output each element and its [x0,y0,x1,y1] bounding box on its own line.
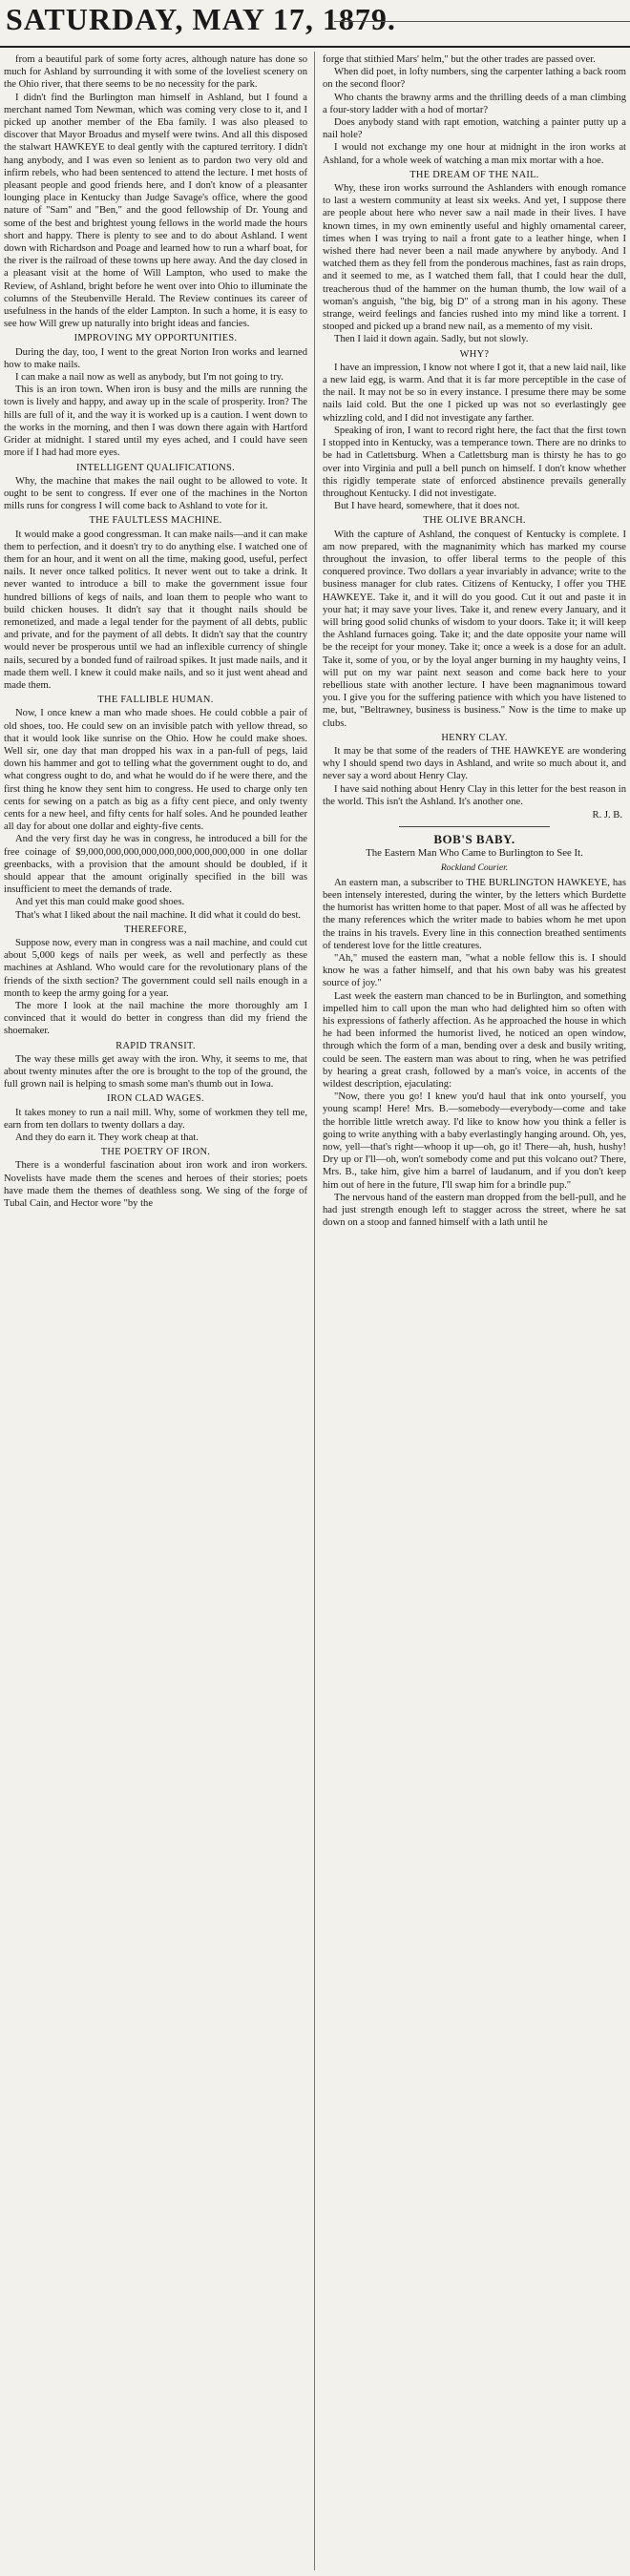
section-heading: THEREFORE, [124,924,187,935]
section-heading: INTELLIGENT QUALIFICATIONS. [75,462,236,473]
paragraph: from a beautiful park of some forty acres, although nature has done so much for Ashland by surrounding it with some of the loveliest scenery on the Ohio river, that there seems to be no necessity for the park. [4,54,307,91]
left-column [4,53,307,2568]
article-credit: Rockland Courier. [440,862,509,873]
paragraph: "Now, there you go! I knew you'd haul that ink onto yourself, you young scamp! Here! Mrs. B.—somebody—everybody—come and take the horrible little wretch away. I'd like to know how you think a feller is going to write anything with a baby everlastingly hanging around. Oh, yes, now, yell—that's right—whoop it up—oh, go it! There—ah, hush, hushy! Dry up or I'll—oh, won't somebody come and put this volcano out? There, Mrs. B., take him, give him a barrel of laudanum, and if you don't keep him out of here in the future, I'll swap him for a brindle pup." [323,1091,626,1191]
paragraph: There is a wonderful fascination about iron work and iron workers. Novelists have made them the scenes and heroes of their stories; poets have made them the themes of deathless song. We sing of the forge of Tubal Cain, and Hector wore "by the [4,1160,307,1210]
section-heading: THE POETRY OF IRON. [100,1147,211,1158]
section-heading: THE FAULTLESS MACHINE. [89,515,222,527]
section-heading: IMPROVING MY OPPORTUNITIES. [74,333,238,344]
paragraph: Why, these iron works surround the Ashlanders with enough romance to last a western community at least six weeks. And yet, I suppose there are people about here who never saw a nail made in their lives. I have known times, in my own eminently useful and highly ornamental career, times when I was trying to nail a front gate to a leather hinge, when I wished there had never been a nail made anywhere by anybody. And I watched them as they fell from the ponderous machines, fast as rain drops, and it seemed to me, as I watched them fall, that I could hear the dull, treacherous thud of the hammer on the human thumb, the low wail of a woman's anguish, "the big, big D" of a strong man in his agony. These strange, weird feelings and fancies rushed into my mind like a torrent. I stooped and picked up a brand new nail, as a memento of my visit. [323,183,626,333]
paragraph: The nervous hand of the eastern man dropped from the bell-pull, and he had just strength enough left to stagger across the street, where he sat down on a stoop and fanned himself with a lath until he [323,1192,626,1229]
paragraph: I didn't find the Burlington man himself in Ashland, but I found a merchant named Tom Newman, which was coming very close to it, and I picked up another member of the Eba family. I was also pleased to discover that Mayor Broadus and myself were twins. And all this disposed the stalwart HAWKEYE to deal gently with the captured territory. I didn't hang anybody, and I was even so lenient as to pardon two very old and infirm rebels, who had been sentenced to attend the lecture. I met hosts of pleasant people and good friends here, and I don't know of a pleasanter lounging place in Kentucky than Judge Savage's office, where the good nature of "Sam" and "Ben," and the good fellowship of Dr. Young and some of the best and brightest young fellows in the world made the hours short and happy. There is plenty to see and to do about Ashland. I went down with Richardson and Poage and learned how to run a wharf boat, for the river is the railroad of these towns up here away. And the day closed in a pleasant visit at the home of Will Lampton, who used to make the Review, of Ashland, bright before he went over into Ohio to illuminate the columns of the Steubenville Herald. The Review continues its career of usefulness in the hands of the elder Lampton. In such a home, it is easy to see how Will grew up naturally into bright ideas and fancies. [4,92,307,330]
section-heading: IRON CLAD WAGES. [107,1093,204,1105]
paragraph: When did poet, in lofty numbers, sing the carpenter lathing a back room on the second floor? [323,67,626,91]
right-column [323,53,626,2568]
masthead [0,0,630,48]
paragraph: The way these mills get away with the iron. Why, it seems to me, that about twenty minutes after the ore is brought to the top of the ground, the full grown nail is helping to smash some man's thumb out in Iowa. [4,1053,307,1091]
paragraph: "Ah," mused the eastern man, "what a noble fellow this is. I should know he was a father himself, and that his own baby was his greatest source of joy." [323,953,626,989]
paragraph: Why, the machine that makes the nail ought to be allowed to vote. It ought to be sent to congress. If ever one of the machines in the Norton mills runs for congress I will come back to Ashland to vote for it. [4,475,307,512]
paragraph: This is an iron town. When iron is busy and the mills are running the town is lively and happy, and away up in the scale of prosperity. Iron? The hills are full of it, and the way it is worked up is a caution. I went down to the works in the morning, and then I was down there again with Hartford Grider at midnight. I stared until my eyes ached, and I could have seen more if I had had more eyes. [4,384,307,459]
masthead-rule [334,21,630,22]
paragraph: It would make a good congressman. It can make nails—and it can make them to perfection, and it doesn't try to do anything else. I watched one of them for an hour, and it went on all the time, making good, useful, perfect nails. It never once talked politics. It never went out to take a drink. It never wanted to introduce a bill to make the government issue four hundred billions of kegs of nails, and loan them to people who want to build chicken houses. It didn't say that it thought nails should be remonetized, and made a legal tender for the payment of all debts, public and private, and for the payment of all debts. It didn't say that the country would never be prosperous until we had an inflexible currency of shingle nails, secured by a bonded fund of railroad spikes. It just made nails, and it made them well. I knew it could make nails, and so it just went ahead and made them. [4,529,307,691]
column-divider [314,52,315,2570]
paragraph: I have an impression, I know not where I got it, that a new laid nail, like a new laid egg, is warm. And that it is far more perceptible in the case of the nail. It may not be so in every instance. I presume there may be some nails laid cold. But the one I picked up was not so everlastingly gee whizzling cold, and I did not investigate any farther. [323,362,626,424]
paragraph: An eastern man, a subscriber to THE BURLINGTON HAWKEYE, has been intensely interested, during the winter, by the letters which Burdette the humorist has written home to that paper. Most of all was he affected by the many references which the writer made to babies whom he met upon the trains in his travels. Every line in this connection breathed sentiments of tenderest love for the little creatures. [323,877,626,951]
masthead-date: SATURDAY, MAY 17, 1879. [6,2,396,36]
paragraph: I can make a nail now as well as anybody, but I'm not going to try. [15,372,284,384]
section-heading: WHY? [459,348,490,360]
author-signature: R. J. B. [592,809,622,821]
paragraph: Speaking of iron, I want to record right here, the fact that the first town I stopped into in Kentucky, was a temperance town. There are no drinks to be had in Catlettsburg. When a Catlettsburg man is thirsty he has to go over into Virginia and pull a bell punch on himself. I don't know whether this rigidly temperate state of enforced abstinence prevails generally throughout Kentucky. I did not investigate. [323,425,626,499]
paragraph: That's what I liked about the nail machine. It did what it could do best. [15,909,302,921]
section-heading: THE OLIVE BRANCH. [423,515,526,527]
paragraph: Who chants the brawny arms and the thrilling deeds of a man climbing a four-story ladder with a hod of mortar? [323,92,626,115]
article-subtitle: The Eastern Man Who Came to Burlington to See It. [366,847,583,860]
paragraph: During the day, too, I went to the great Norton Iron works and learned how to make nails. [4,346,307,370]
paragraph: It takes money to run a nail mill. Why, some of workmen they tell me, earn from ten dollars to twenty dollars a day. [4,1107,307,1131]
paragraph: The more I look at the nail machine the more thoroughly am I convinced that it would do better in congress than did my friend the shoemaker. [4,1001,307,1037]
paragraph: And yet this man could make good shoes. [15,897,185,908]
paragraph: Suppose now, every man in congress was a nail machine, and could cut about 5,000 kegs of nails per week, as well and perfectly as these machines at Ashland. Who would care for the revolutionary plans of the friends of the sixth section? The government could sell nails enough in a month to keep the army going for a year. [4,938,307,999]
paragraph: Last week the eastern man chanced to be in Burlington, and something impelled him to call upon the man who had delighted him so often with his expressions of fatherly affection. As he approached the house in which he had been informed the humorist lived, he noticed an open window, through which the form of a man, bending over a desk and busily writing, could be seen. The eastern man was about to ring, when he was petrified by hearing a great crash, followed by a man's voice, in accents of the wildest description, ejaculating: [323,990,626,1091]
paragraph: I have said nothing about Henry Clay in this letter for the best reason in the world. This isn't the Ashland. It's another one. [323,783,626,807]
section-heading: THE FALLIBLE HUMAN. [97,695,214,706]
section-heading: RAPID TRANSIT. [116,1040,196,1051]
paragraph: Does anybody stand with rapt emotion, watching a painter putty up a nail hole? [323,117,626,141]
article-title: BOB'S BABY. [433,832,515,847]
paragraph: I would not exchange my one hour at midnight in the iron works at Ashland, for a whole week of watching a man mix mortar with a hoe. [323,142,626,166]
paragraph: And the very first day he was in congress, he introduced a bill for the free coinage of $9,000,000,000,000,000,000,000,000,000 in one dollar greenbacks, with a provision that the amount should be doubled, if it should appear that the amount originally specified in the bill was insufficient to meet the demands of trade. [4,834,307,896]
paragraph: Now, I once knew a man who made shoes. He could cobble a pair of old shoes, too. He could sew on an invisible patch with yellow thread, so that it would look like sunrise on the Ohio. How he could make shoes. Well sir, one day that man dropped his wax in a pan-full of pegs, laid down his hammer and got to telling what the government ought to do, and what congress ought to do, and what he would do if he were there, and the first thing he know they sent him to congress. He used to charge only ten cents for sewing on a patch as big as a fifty cent piece, and only twenty cents for a new heel, and fifty cents for half soles. And he pounded leather all day for about one dollar and eighty-five cents. [4,708,307,833]
section-heading: HENRY CLAY. [441,732,508,743]
paragraph: Then I laid it down again. Sadly, but not slowly. [334,334,529,345]
paragraph: forge that stithied Mars' helm," but the other trades are passed over. [323,54,596,65]
paragraph: But I have heard, somewhere, that it does not. [334,501,520,512]
article-separator [399,826,550,827]
section-heading: THE DREAM OF THE NAIL. [410,169,539,180]
paragraph: It may be that some of the readers of THE HAWKEYE are wondering why I should spend two days in Ashland, and write so much about it, and never say a word about Henry Clay. [323,745,626,782]
paragraph: And they do earn it. They work cheap at that. [15,1132,199,1144]
paragraph: With the capture of Ashland, the conquest of Kentucky is complete. I am now prepared, with the magnanimity which has marked my course throughout the invasion, to offer liberal terms to the people of this conquered province. Two dollars a year invariably in advance; write to the business manager for club rates. Citizens of Kentucky, I offer you THE HAWKEYE. Take it, and it will do you good. Cut it out and paste it in your hat; it may save your lives. Take it, and renew every January, and it will bring good solid chunks of wisdom to your doors. Take it; it will keep the Ashland furnaces going. Take it; and the date opposite your name will be the receipt for your money. Take it; once a week is a dose for an adult. Take it, some of you, or by the loyal anger burning in my haughty veins, I will put on my war paint next season and come back here to your rebellious state with another lecture. I have been magnanimous toward you. I give you for the suffering patience with which you have listened to me, but, "Beltrawney, business is business." Now is the time to make up clubs. [323,529,626,729]
